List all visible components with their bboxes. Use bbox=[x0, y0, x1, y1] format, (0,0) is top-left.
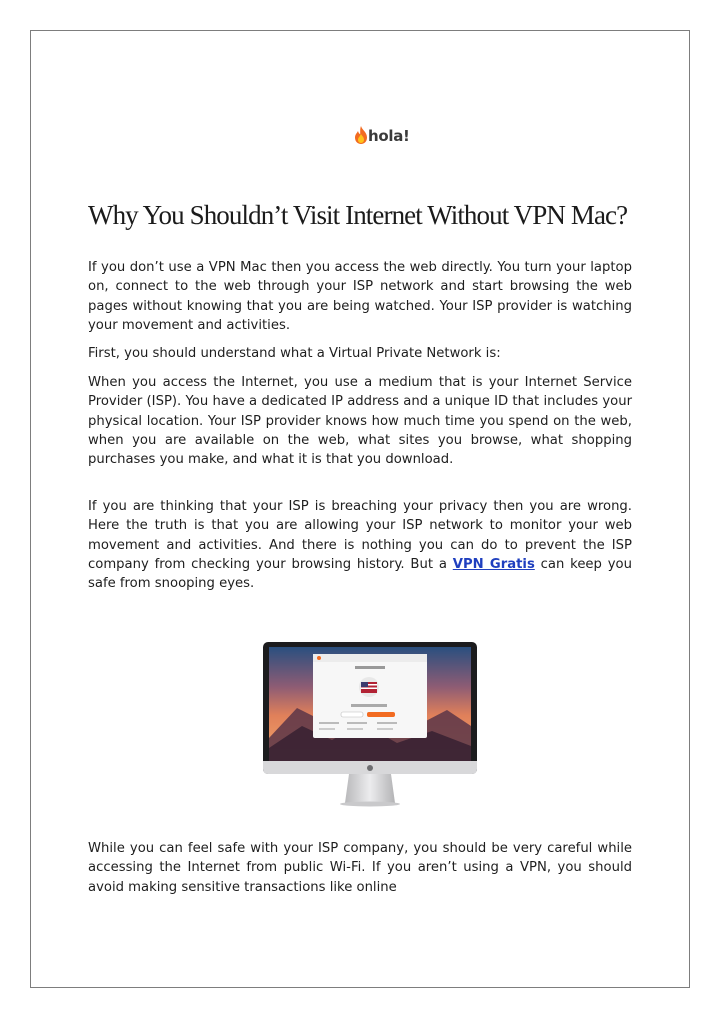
paragraph-privacy-tail: can keep you safe from snooping eyes. bbox=[88, 556, 632, 592]
paragraph-privacy bbox=[88, 497, 632, 593]
hola-logo bbox=[353, 125, 413, 147]
vpn-gratis-link[interactable]: VPN Gratis bbox=[452, 556, 535, 572]
logo-wordmark: hola! bbox=[368, 127, 410, 145]
page-title: Why You Shouldn’t Visit Internet Without VPN Mac? bbox=[88, 200, 628, 230]
paragraph-isp-explanation: When you access the Internet, you use a medium that is your Internet Service Provider (ISP). You have a dedicated IP address and a unique ID that includes your physical location. Your ISP provider knows how much time you spend on the web, when you are available on the web, what sites you browse, what shopping purchases you make, and what it is that you download. bbox=[88, 375, 632, 468]
paragraph-public-wifi: While you can feel safe with your ISP company, you should be very careful while accessing the Internet from public Wi-Fi. If you aren’t using a VPN, you should avoid making sensitive transactions like online bbox=[88, 841, 632, 895]
flame-icon bbox=[353, 125, 369, 145]
paragraph-privacy-text: If you are thinking that your ISP is breaching your privacy then you are wrong. Here the truth is that you are allowing your ISP network to monitor your web movement and activities. And there is nothing you can do to prevent the ISP company from checking your browsing history. But a bbox=[88, 499, 632, 572]
imac-icon bbox=[257, 598, 483, 826]
paragraph-intro: If you don’t use a VPN Mac then you access the web directly. You turn your laptop on, connect to the web through your ISP network and start browsing the web pages without knowing that you are being watched. Your ISP provider is watching your movement and activities. bbox=[88, 260, 632, 333]
imac-illustration bbox=[257, 598, 483, 826]
paragraph-vpn-definition-lead: First, you should understand what a Virtual Private Network is: bbox=[88, 346, 501, 361]
